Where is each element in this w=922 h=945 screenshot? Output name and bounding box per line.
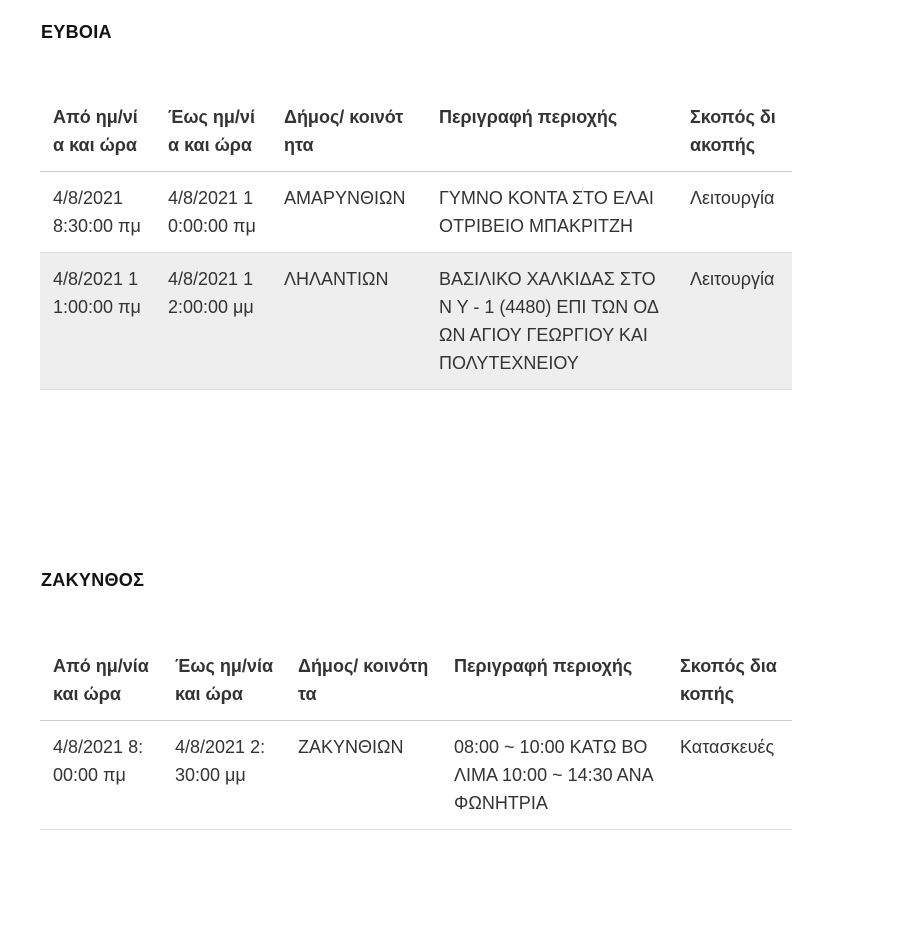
cell-purpose: Κατασκευές [667,721,792,830]
header-from: Από ημ/νία και ώρα [40,91,155,172]
cell-from: 4/8/2021 8:30:00 πμ [40,172,155,253]
header-purpose: Σκοπός διακοπής [667,640,792,721]
cell-purpose: Λειτουργία [677,253,792,390]
region-title-evia: ΕΥΒΟΙΑ [41,22,112,42]
cell-from: 4/8/2021 11:00:00 πμ [40,253,155,390]
header-municipality: Δήμος/ κοινότητα [271,91,426,172]
cell-purpose: Λειτουργία [677,172,792,253]
table-row [40,172,792,253]
header-area: Περιγραφή περιοχής [426,91,677,172]
cell-municipality: ΑΜΑΡΥΝΘΙΩΝ [271,172,426,253]
table-row [40,721,792,830]
outage-table-evia [40,91,792,390]
header-to: Έως ημ/νία και ώρα [155,91,271,172]
cell-to: 4/8/2021 10:00:00 πμ [155,172,271,253]
header-municipality: Δήμος/ κοινότητα [285,640,441,721]
cell-municipality: ΖΑΚΥΝΘΙΩΝ [285,721,441,830]
cell-area: ΒΑΣΙΛΙΚΟ ΧΑΛΚΙΔΑΣ ΣΤΟΝ Υ - 1 (4480) ΕΠΙ ΤΩΝ ΟΔΩΝ ΑΓΙΟΥ ΓΕΩΡΓΙΟΥ ΚΑΙ ΠΟΛΥΤΕΧΝΕΙΟΥ [426,253,677,390]
header-from: Από ημ/νία και ώρα [40,640,162,721]
cell-area: ΓΥΜΝΟ ΚΟΝΤΑ ΣΤΟ ΕΛΑΙΟΤΡΙΒΕΙΟ ΜΠΑΚΡΙΤΖΗ [426,172,677,253]
table-row [40,253,792,390]
table-header-row [40,640,792,721]
cell-area: 08:00 ~ 10:00 ΚΑΤΩ ΒΟΛΙΜΑ 10:00 ~ 14:30 ΑΝΑΦΩΝΗΤΡΙΑ [441,721,667,830]
cell-municipality: ΛΗΛΑΝΤΙΩΝ [271,253,426,390]
header-area: Περιγραφή περιοχής [441,640,667,721]
cell-from: 4/8/2021 8:00:00 πμ [40,721,162,830]
cell-to: 4/8/2021 2:30:00 μμ [162,721,285,830]
header-purpose: Σκοπός διακοπής [677,91,792,172]
header-to: Έως ημ/νία και ώρα [162,640,285,721]
cell-to: 4/8/2021 12:00:00 μμ [155,253,271,390]
outage-table-zakynthos [40,640,792,830]
table-header-row [40,91,792,172]
region-title-zakynthos: ΖΑΚΥΝΘΟΣ [41,570,145,590]
